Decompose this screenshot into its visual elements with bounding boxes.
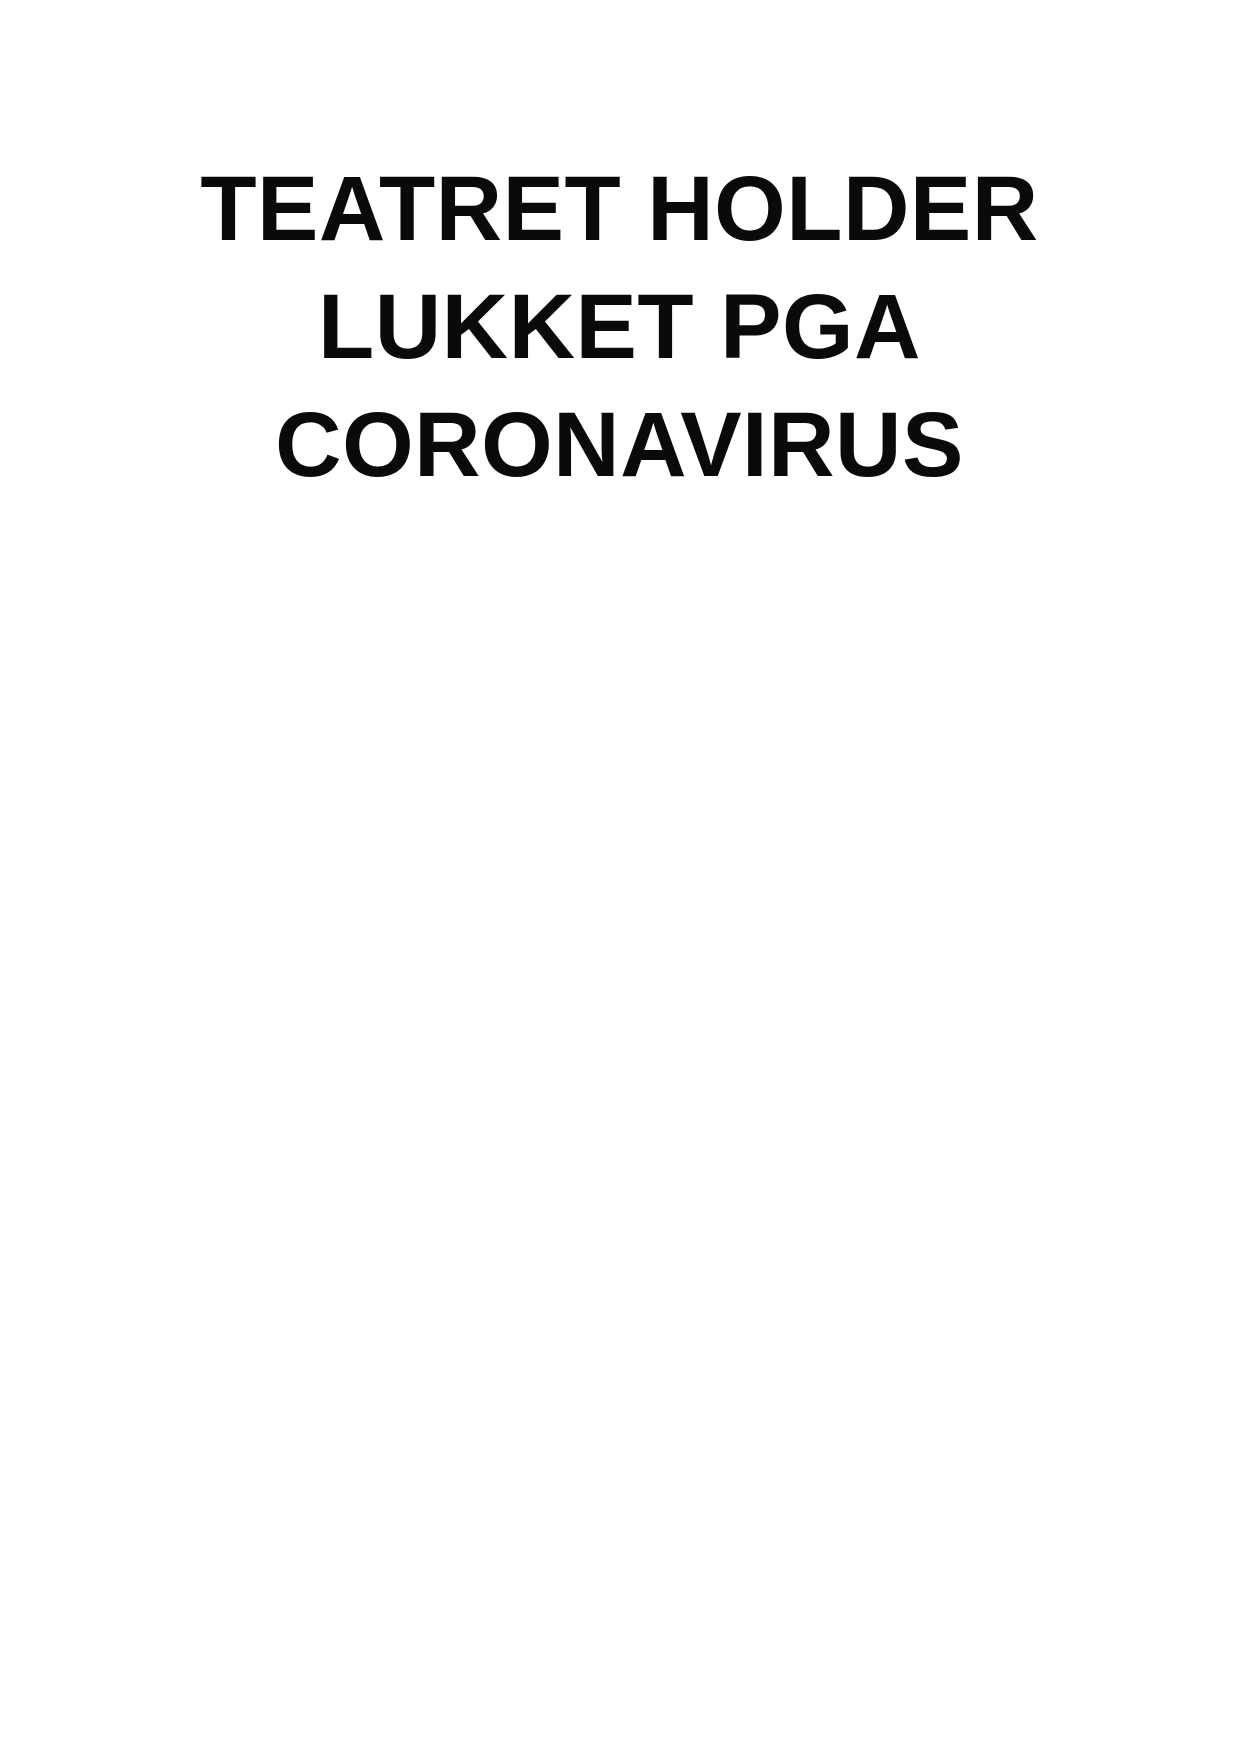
notice-line-2: LUKKET PGA [318, 276, 921, 378]
notice-line-3: CORONAVIRUS [275, 394, 964, 496]
closure-notice [0, 150, 1239, 504]
notice-line-1: TEATRET HOLDER [200, 158, 1039, 260]
